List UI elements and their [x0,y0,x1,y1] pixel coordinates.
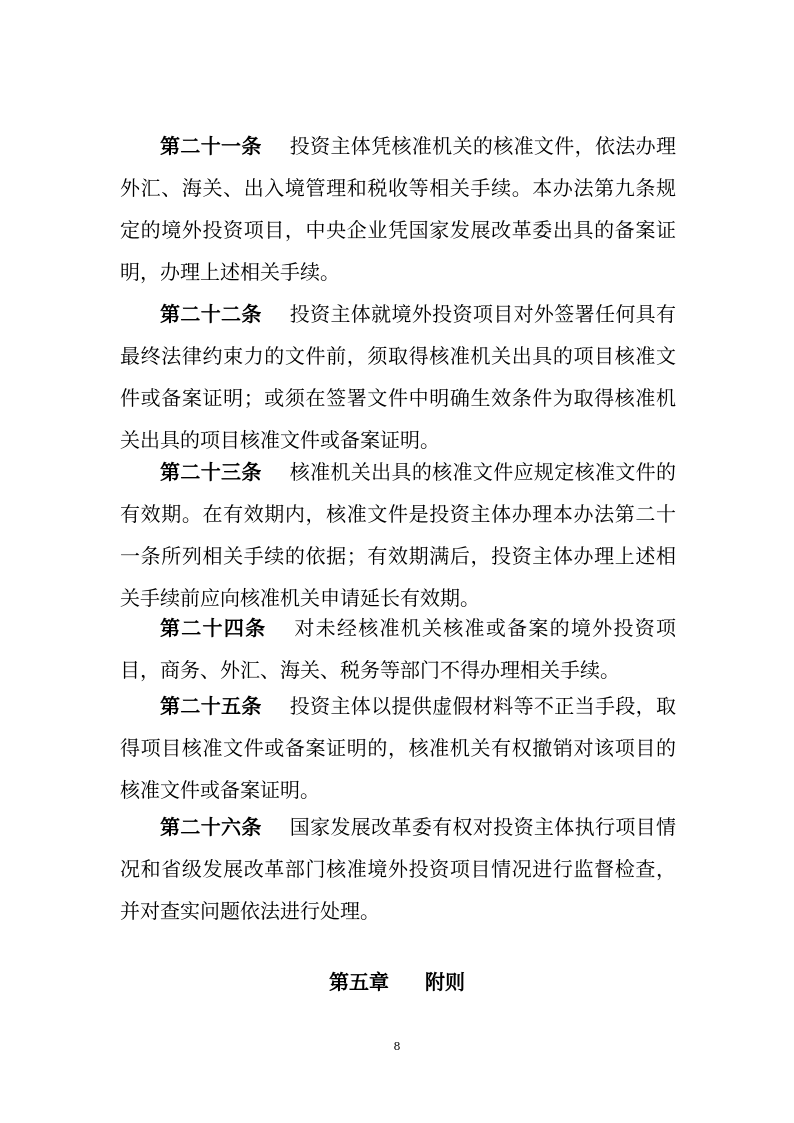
article-title: 第二十二条 [160,302,262,326]
article-body: 对未经核准机关核准或备案的境外投资项目，商务、外汇、海关、税务等部门不得办理相关手续。 [120,616,677,682]
article-title: 第二十一条 [160,134,262,158]
article-22 [120,293,676,461]
article-title: 第二十四条 [160,616,267,640]
article-title: 第二十六条 [160,815,262,839]
chapter-heading [0,966,794,995]
chapter-name: 附则 [425,970,465,994]
article-26 [120,806,676,932]
article-23 [120,451,676,619]
article-body: 投资主体凭核准机关的核准文件，依法办理外汇、海关、出入境管理和税收等相关手续。本办法第九条规定的境外投资项目，中央企业凭国家发展改革委出具的备案证明，办理上述相关手续。 [120,134,677,284]
chapter-number: 第五章 [329,970,389,994]
page-number: 8 [393,1040,401,1053]
article-body: 投资主体以提供虚假材料等不正当手段，取得项目核准文件或备案证明的，核准机关有权撤销对该项目的核准文件或备案证明。 [120,694,677,802]
article-25 [120,685,676,811]
article-title: 第二十三条 [160,460,262,484]
article-body: 国家发展改革委有权对投资主体执行项目情况和省级发展改革部门核准境外投资项目情况进行监督检查，并对查实问题依法进行处理。 [120,815,677,923]
article-title: 第二十五条 [160,694,262,718]
article-body: 核准机关出具的核准文件应规定核准文件的有效期。在有效期内，核准文件是投资主体办理本办法第二十一条所列相关手续的依据；有效期满后，投资主体办理上述相关手续前应向核准机关申请延长有效期。 [120,460,677,610]
article-body: 投资主体就境外投资项目对外签署任何具有最终法律约束力的文件前，须取得核准机关出具的项目核准文件或备案证明；或须在签署文件中明确生效条件为取得核准机关出具的项目核准文件或备案证明。 [120,302,677,452]
article-24 [120,607,676,691]
article-21 [120,125,676,293]
